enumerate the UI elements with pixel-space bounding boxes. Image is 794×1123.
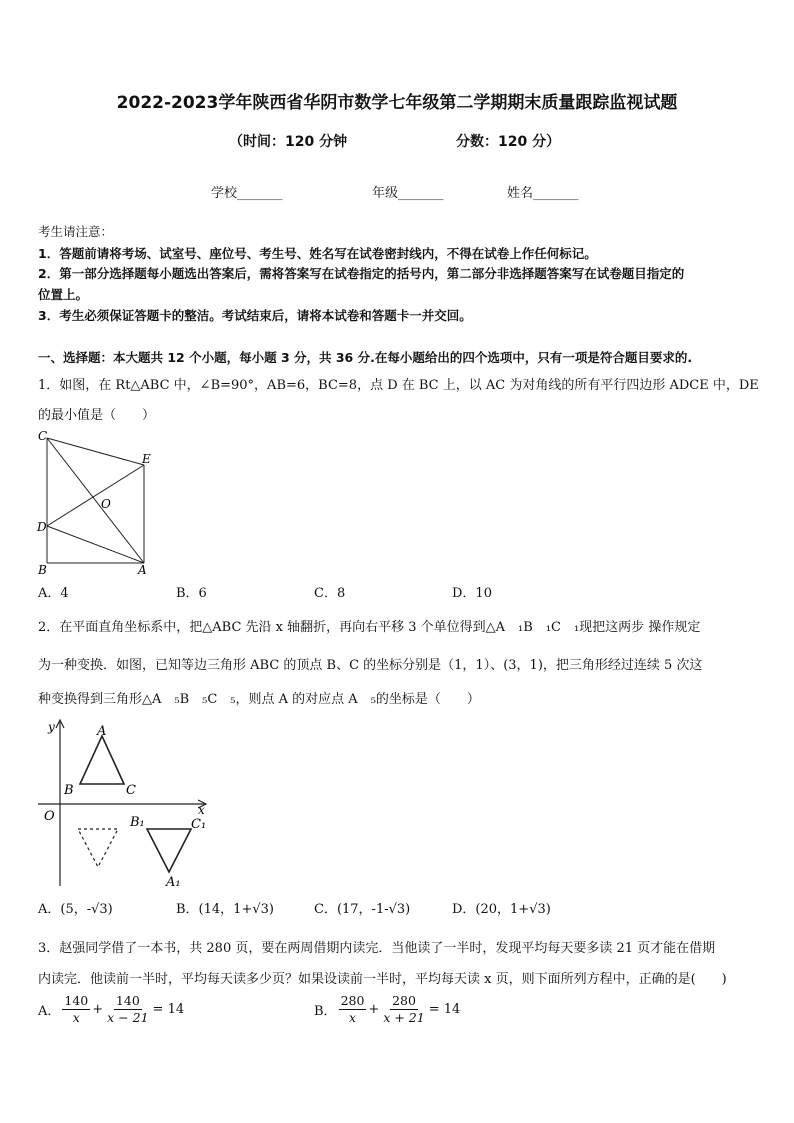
q3-option-b-denominator-2: x + 21: [383, 1010, 425, 1025]
q3-option-b-fraction-2: [381, 993, 426, 1026]
q3-option-a-fraction-2: [105, 993, 150, 1026]
q1-option-a: A．4: [38, 586, 69, 601]
exam-time: （时间：120 分钟: [229, 134, 348, 150]
exam-score: 分数：120 分）: [456, 134, 561, 150]
q2-label-b1: B₁: [130, 815, 145, 830]
q1-option-c: C．8: [314, 586, 346, 601]
q2-figure: [34, 714, 224, 890]
q3-option-a-rhs: = 14: [152, 1002, 185, 1017]
q3-option-b-fraction-1: [339, 993, 367, 1026]
school-field: 学校_______: [211, 186, 283, 201]
q2-option-a: A．(5，-√3): [38, 902, 113, 917]
q1-label-b: B: [38, 563, 47, 577]
q1-label-a: A: [138, 563, 147, 577]
q3-option-b-numerator-2: 280: [392, 993, 416, 1008]
q2-label-x-axis: x: [198, 803, 205, 817]
q2-stem-line3: 种变换得到三角形△A ₅B ₅C ₅，则点 A 的对应点 A ₅的坐标是（ ）: [38, 692, 480, 707]
q1-option-b: B．6: [176, 586, 207, 601]
notice-item-1: 1．答题前请将考场、试室号、座位号、考生号、姓名写在试卷密封线内，不得在试卷上作任何标记。: [38, 246, 597, 261]
q2-label-c1: C₁: [191, 817, 207, 832]
q2-label-a: A: [97, 724, 107, 739]
q3-option-a-numerator-1: 140: [64, 993, 89, 1008]
q2-label-y-axis: y: [48, 720, 55, 734]
section-heading: 一、选择题：本大题共 12 个小题，每小题 3 分，共 36 分.在每小题给出的四个选项中，只有一项是符合题目要求的.: [38, 350, 693, 365]
grade-field: 年级_______: [372, 186, 444, 201]
q1-label-o: O: [101, 497, 111, 511]
q3-option-a: [38, 993, 184, 1026]
q3-option-a-plus: +: [92, 1002, 104, 1017]
q2-label-b: B: [64, 783, 74, 798]
q3-option-a-label: A．: [38, 1004, 61, 1019]
q1-stem-line1: 1．如图，在 Rt△ABC 中，∠B=90°，AB=6，BC=8，点 D 在 BC 上，以 AC 为对角线的所有平行四边形 ADCE 中，DE: [38, 378, 759, 393]
q1-option-d: D．10: [452, 586, 492, 601]
q2-label-c: C: [126, 783, 136, 798]
q2-option-d: D．(20，1+√3): [452, 902, 551, 917]
q3-option-a-numerator-2: 140: [115, 993, 140, 1008]
q3-option-b: [314, 993, 460, 1026]
notice-item-2-cont: 位置上。: [38, 287, 89, 302]
notice-item-3: 3．考生必须保证答题卡的整洁。考试结束后，请将本试卷和答题卡一并交回。: [38, 308, 472, 323]
q3-option-a-denominator-1: x: [72, 1010, 80, 1025]
q1-figure: [34, 428, 160, 578]
q2-option-b: B．(14，1+√3): [176, 902, 274, 917]
q3-option-a-denominator-2: x − 21: [107, 1010, 149, 1025]
q3-option-b-plus: +: [368, 1002, 380, 1017]
q3-option-a-fraction-1: [62, 993, 90, 1026]
exam-title: 2022-2023学年陕西省华阴市数学七年级第二学期期末质量跟踪监视试题: [116, 93, 678, 113]
q2-label-origin: O: [44, 809, 55, 824]
q2-option-c: C．(17，-1-√3): [314, 902, 411, 917]
q2-stem-line2: 为一种变换．如图，已知等边三角形 ABC 的顶点 B、C 的坐标分别是（1，1）、(3，1)，把三角形经过连续 5 次这: [38, 658, 703, 673]
q3-stem-line2: 内读完．他读前一半时，平均每天读多少页？如果设读前一半时，平均每天读 x 页，则下面所列方程中，正确的是( ): [38, 972, 727, 987]
q3-option-b-denominator-1: x: [348, 1010, 357, 1025]
q1-label-e: E: [142, 452, 151, 466]
notice-item-2: 2．第一部分选择题每小题选出答案后，需将答案写在试卷指定的括号内，第二部分非选择题答案写在试卷题目指定的: [38, 266, 685, 281]
q1-label-c: C: [38, 429, 48, 443]
q1-stem-line2: 的最小值是（ ）: [38, 408, 156, 423]
q3-stem-line1: 3．赵强同学借了一本书，共 280 页，要在两周借期内读完．当他读了一半时，发现平均每天要多读 21 页才能在借期: [38, 941, 716, 956]
q3-option-b-numerator-1: 280: [340, 993, 365, 1008]
q3-option-b-label: B．: [314, 1004, 337, 1019]
q2-label-a1: A₁: [166, 875, 181, 890]
q3-option-b-rhs: = 14: [428, 1002, 461, 1017]
q1-label-d: D: [37, 520, 47, 534]
q2-stem-line1: 2．在平面直角坐标系中，把△ABC 先沿 x 轴翻折，再向右平移 3 个单位得到△A ₁B ₁C ₁现把这两步 操作规定: [38, 620, 701, 635]
notice-heading: 考生请注意：: [38, 224, 114, 239]
name-field: 姓名_______: [507, 186, 579, 201]
